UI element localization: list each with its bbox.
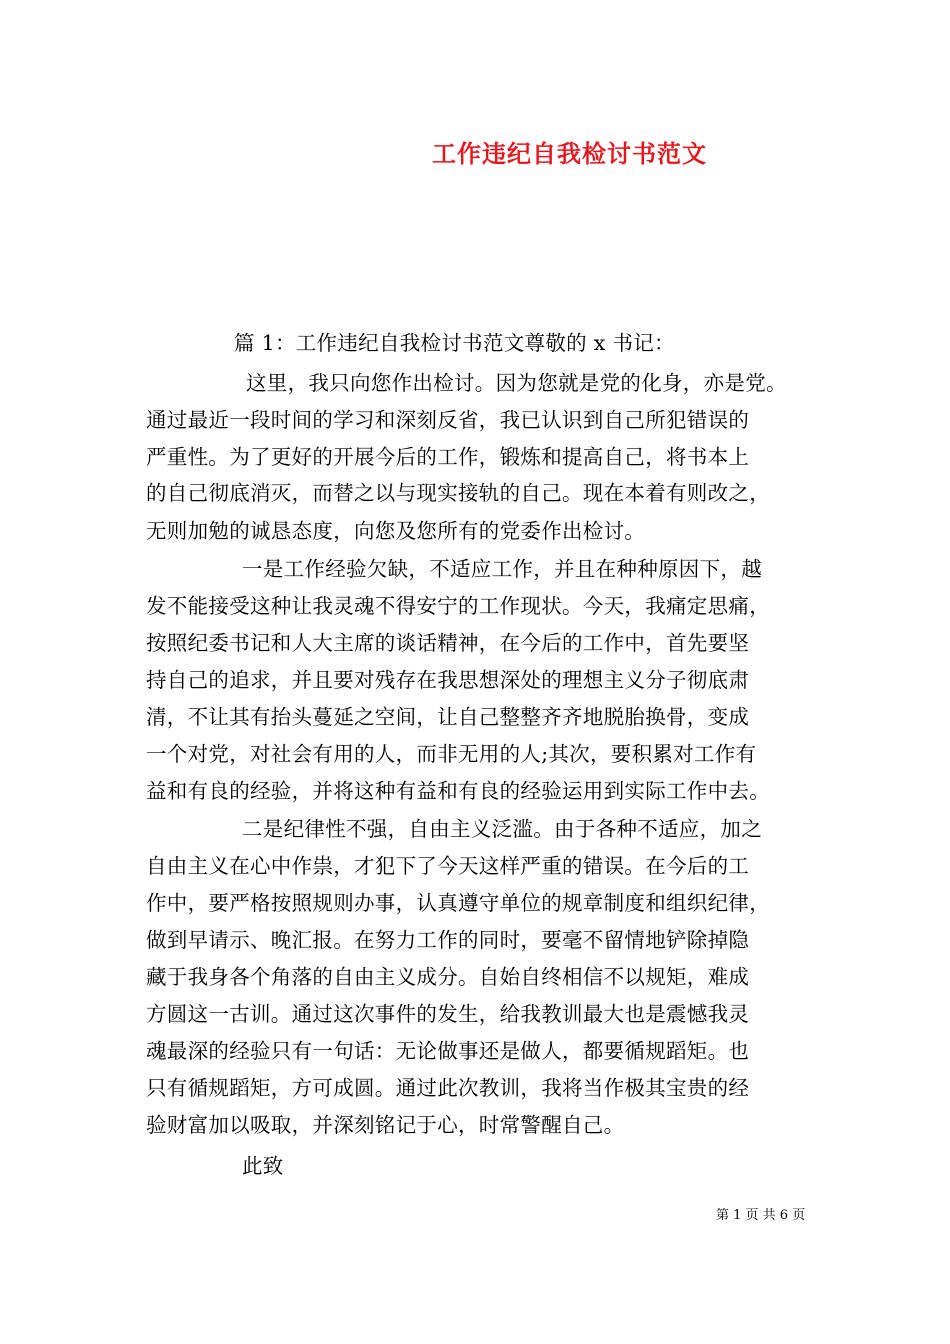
- body-line: 二是纪律性不强，自由主义泛滥。由于各种不适应，加之: [242, 817, 762, 841]
- body-line: 的自己彻底消灭，而替之以与现实接轨的自己。现在本着有则改之，: [146, 481, 770, 505]
- body-line: 魂最深的经验只有一句话：无论做事还是做人，都要循规蹈矩。也: [146, 1039, 750, 1063]
- body-line: 一是工作经验欠缺，不适应工作，并且在种种原因下，越: [242, 557, 762, 581]
- body-line: 无则加勉的诚恳态度，向您及您所有的党委作出检讨。: [146, 519, 646, 543]
- body-line: 方圆这一古训。通过这次事件的发生，给我教训最大也是震憾我灵: [146, 1002, 750, 1026]
- body-line: 发不能接受这种让我灵魂不得安宁的工作现状。今天，我痛定思痛，: [146, 594, 770, 618]
- document-title: 工作违纪自我检讨书范文: [432, 139, 707, 168]
- body-line: 验财富加以吸取，并深刻铭记于心，时常警醒自己。: [146, 1113, 625, 1137]
- body-line: 自由主义在心中作祟，才犯下了今天这样严重的错误。在今后的工: [146, 854, 750, 878]
- body-line: 按照纪委书记和人大主席的谈话精神，在今后的工作中，首先要坚: [146, 631, 750, 655]
- body-line: 持自己的追求，并且要对残存在我思想深处的理想主义分子彻底肃: [146, 668, 750, 692]
- body-line: 一个对党，对社会有用的人，而非无用的人;其次，要积累对工作有: [146, 742, 757, 766]
- body-line: 益和有良的经验，并将这种有益和有良的经验运用到实际工作中去。: [146, 779, 770, 803]
- page-number: 第 1 页 共 6 页: [716, 1208, 806, 1223]
- body-line: 藏于我身各个角落的自由主义成分。自始自终相信不以规矩，难成: [146, 965, 750, 989]
- body-line-heading: 篇 1：工作违纪自我检讨书范文尊敬的 x 书记：: [234, 331, 675, 355]
- body-line: 作中，要严格按照规则办事，认真遵守单位的规章制度和组织纪律，: [146, 891, 770, 915]
- body-line: 这里，我只向您作出检讨。因为您就是党的化身，亦是党。: [246, 371, 787, 395]
- body-line: 做到早请示、晚汇报。在努力工作的同时，要毫不留情地铲除掉隐: [146, 928, 750, 952]
- body-line: 只有循规蹈矩，方可成圆。通过此次教训，我将当作极其宝贵的经: [146, 1076, 750, 1100]
- body-line: 清，不让其有抬头蔓延之空间，让自己整整齐齐地脱胎换骨，变成: [146, 705, 750, 729]
- body-line: 严重性。为了更好的开展今后的工作，锻炼和提高自己，将书本上: [146, 445, 750, 469]
- body-line: 通过最近一段时间的学习和深刻反省，我已认识到自己所犯错误的: [146, 408, 750, 432]
- closing-line: 此致: [242, 1154, 284, 1178]
